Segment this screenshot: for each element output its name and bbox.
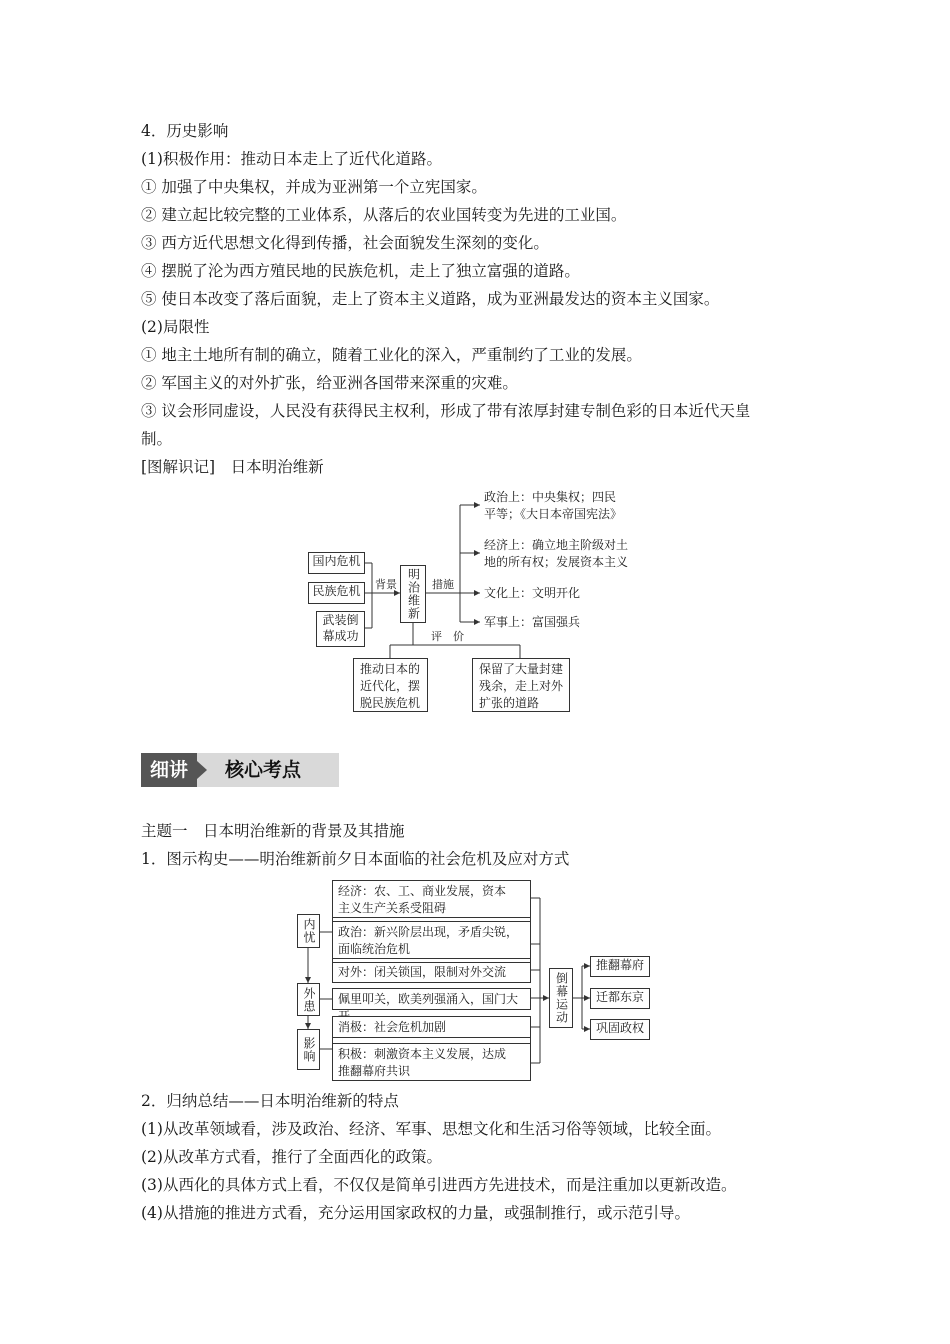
diagram-caption: [图解识记] 日本明治维新 [141, 458, 324, 476]
topic-title: 主题一 日本明治维新的背景及其措施 [141, 822, 405, 840]
politics-row: 政治：新兴阶层出现，矛盾尖锐， 面临统治危机 [332, 921, 531, 959]
outcome-label: 迁都东京 [595, 990, 644, 1004]
overthrow-movement-box [549, 968, 573, 1028]
list-item: ① 加强了中央集权，并成为亚洲第一个立宪国家。 [141, 178, 487, 196]
summary-title: 2．归纳总结——日本明治维新的特点 [141, 1092, 399, 1110]
measure-military: 军事上：富国强兵 [484, 615, 581, 629]
perry-row: 佩里叩关，欧美列强涌入，国门大 [332, 988, 531, 1010]
left-label: 内忧 [302, 918, 316, 944]
summary-item: (4)从措施的推进方式看，充分运用国家政权的力量，或强制推行，或示范引导。 [141, 1204, 690, 1222]
positive-title: (1)积极作用：推动日本走上了近代化道路。 [141, 150, 442, 168]
cause-label: 民族危机 [312, 584, 361, 598]
outcome-label: 巩固政权 [595, 1021, 644, 1035]
banner-tag: 细讲 [141, 753, 197, 787]
foreign-row: 对外：闭关锁国，限制对外交流 [332, 962, 531, 983]
limit-title: (2)局限性 [141, 318, 210, 336]
list-item: ② 军国主义的对外扩张，给亚洲各国带来深重的灾难。 [141, 374, 518, 392]
positive-row: 积极：刺激资本主义发展，达成 推翻幕府共识 [332, 1043, 531, 1081]
outcome-box [590, 1019, 650, 1040]
list-item: ④ 摆脱了沦为西方殖民地的民族危机，走上了独立富强的道路。 [141, 262, 580, 280]
evaluation-positive-box: 推动日本的 近代化，摆 脱民族危机 [353, 658, 428, 712]
cause-label: 武装倒幕成功 [322, 613, 359, 643]
cause-label: 国内危机 [312, 554, 361, 568]
measure-politics: 政治上：中央集权；四民 平等；《大日本帝国宪法》 [484, 490, 623, 521]
list-item: ③ 西方近代思想文化得到传播，社会面貌发生深刻的变化。 [141, 234, 549, 252]
topic-item: 1．图示构史——明治维新前夕日本面临的社会危机及应对方式 [141, 850, 570, 868]
outcome-box [590, 988, 650, 1009]
influence-box [297, 1029, 320, 1070]
economy-row: 经济：农、工、商业发展，资本 主义生产关系受阻碍 [332, 880, 531, 918]
summary-item: (2)从改革方式看，推行了全面西化的政策。 [141, 1148, 442, 1166]
outcome-box [590, 956, 650, 977]
background-label: 背景 [375, 578, 397, 591]
center-label: 明治维新 [406, 568, 421, 620]
summary-item: (3)从西化的具体方式上看，不仅仅是简单引进西方先进技术，而是注重加以更新改造。 [141, 1176, 737, 1194]
banner-title: 核心考点 [225, 759, 302, 781]
section-title: 4．历史影响 [141, 122, 229, 140]
left-label: 外患 [302, 986, 316, 1013]
list-item: ⑤ 使日本改变了落后面貌，走上了资本主义道路，成为亚洲最发达的资本主义国家。 [141, 290, 720, 308]
evaluation-limit-box: 保留了大量封建 残余，走上对外 扩张的道路 [472, 658, 570, 712]
list-item: ③ 议会形同虚设，人民没有获得民主权利，形成了带有浓厚封建专制色彩的日本近代天皇 [141, 402, 751, 420]
left-label: 影响 [302, 1036, 316, 1063]
list-item: ② 建立起比较完整的工业体系，从落后的农业国转变为先进的工业国。 [141, 206, 627, 224]
outer-trouble-box [297, 983, 320, 1016]
negative-row: 消极：社会危机加剧 [332, 1016, 531, 1038]
measure-culture: 文化上：文明开化 [484, 586, 581, 600]
list-item-continued: 制。 [141, 430, 173, 448]
inner-trouble-box [297, 914, 320, 948]
list-item: ① 地主土地所有制的确立，随着工业化的深入，严重制约了工业的发展。 [141, 346, 642, 364]
evaluation-label: 评 价 [431, 630, 464, 643]
measure-economy: 经济上：确立地主阶级对土 地的所有权；发展资本主义 [484, 538, 629, 569]
center-label: 倒幕运动 [554, 972, 569, 1024]
measures-label: 措施 [432, 578, 454, 591]
outcome-label: 推翻幕府 [595, 958, 644, 972]
summary-item: (1)从改革领域看，涉及政治、经济、军事、思想文化和生活习俗等领域，比较全面。 [141, 1120, 721, 1138]
